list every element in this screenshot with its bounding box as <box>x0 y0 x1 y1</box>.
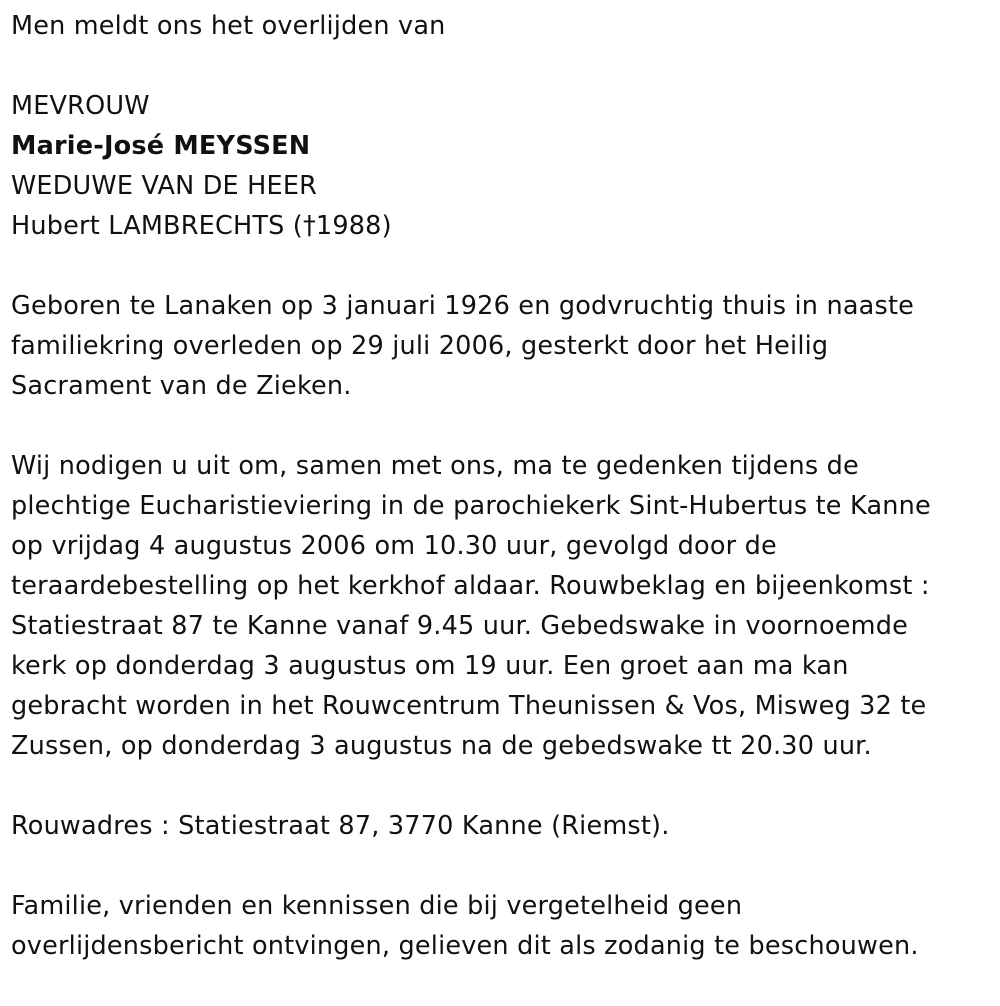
birth-paragraph <box>11 286 996 406</box>
paragraph-line: teraardebestelling op het kerkhof aldaar. Rouwbeklag en bijeenkomst : <box>11 571 930 601</box>
paragraph-line: overlijdensbericht ontvingen, gelieven dit als zodanig te beschouwen. <box>11 931 919 961</box>
deceased-name: Marie-José MEYSSEN <box>11 131 311 161</box>
paragraph-line: Sacrament van de Zieken. <box>11 371 352 401</box>
paragraph-line: Statiestraat 87 te Kanne vanaf 9.45 uur. Gebedswake in voornoemde <box>11 611 908 641</box>
paragraph-line: gebracht worden in het Rouwcentrum Theunissen & Vos, Misweg 32 te <box>11 691 927 721</box>
paragraph-line: plechtige Eucharistieviering in de parochiekerk Sint-Hubertus te Kanne <box>11 491 931 521</box>
obituary-document <box>11 0 996 966</box>
paragraph-line: op vrijdag 4 augustus 2006 om 10.30 uur, gevolgd door de <box>11 531 777 561</box>
spouse-line: Hubert LAMBRECHTS (†1988) <box>11 211 392 241</box>
spacer <box>11 846 996 886</box>
invitation-paragraph <box>11 446 996 766</box>
intro-line: Men meldt ons het overlijden van <box>11 11 446 41</box>
paragraph-line: Geboren te Lanaken op 3 januari 1926 en godvruchtig thuis in naaste <box>11 291 915 321</box>
spacer <box>11 406 996 446</box>
spacer <box>11 766 996 806</box>
paragraph-line: kerk op donderdag 3 augustus om 19 uur. Een groet aan ma kan <box>11 651 849 681</box>
closing-paragraph <box>11 886 996 966</box>
title-line: MEVROUW <box>11 91 150 121</box>
paragraph-line: Zussen, op donderdag 3 augustus na de gebedswake tt 20.30 uur. <box>11 731 872 761</box>
paragraph-line: familiekring overleden op 29 juli 2006, gesterkt door het Heilig <box>11 331 829 361</box>
widow-line: WEDUWE VAN DE HEER <box>11 171 318 201</box>
spacer <box>11 46 996 86</box>
address-line: Rouwadres : Statiestraat 87, 3770 Kanne (Riemst). <box>11 811 670 841</box>
paragraph-line: Wij nodigen u uit om, samen met ons, ma te gedenken tijdens de <box>11 451 859 481</box>
spacer <box>11 246 996 286</box>
paragraph-line: Familie, vrienden en kennissen die bij vergetelheid geen <box>11 891 743 921</box>
